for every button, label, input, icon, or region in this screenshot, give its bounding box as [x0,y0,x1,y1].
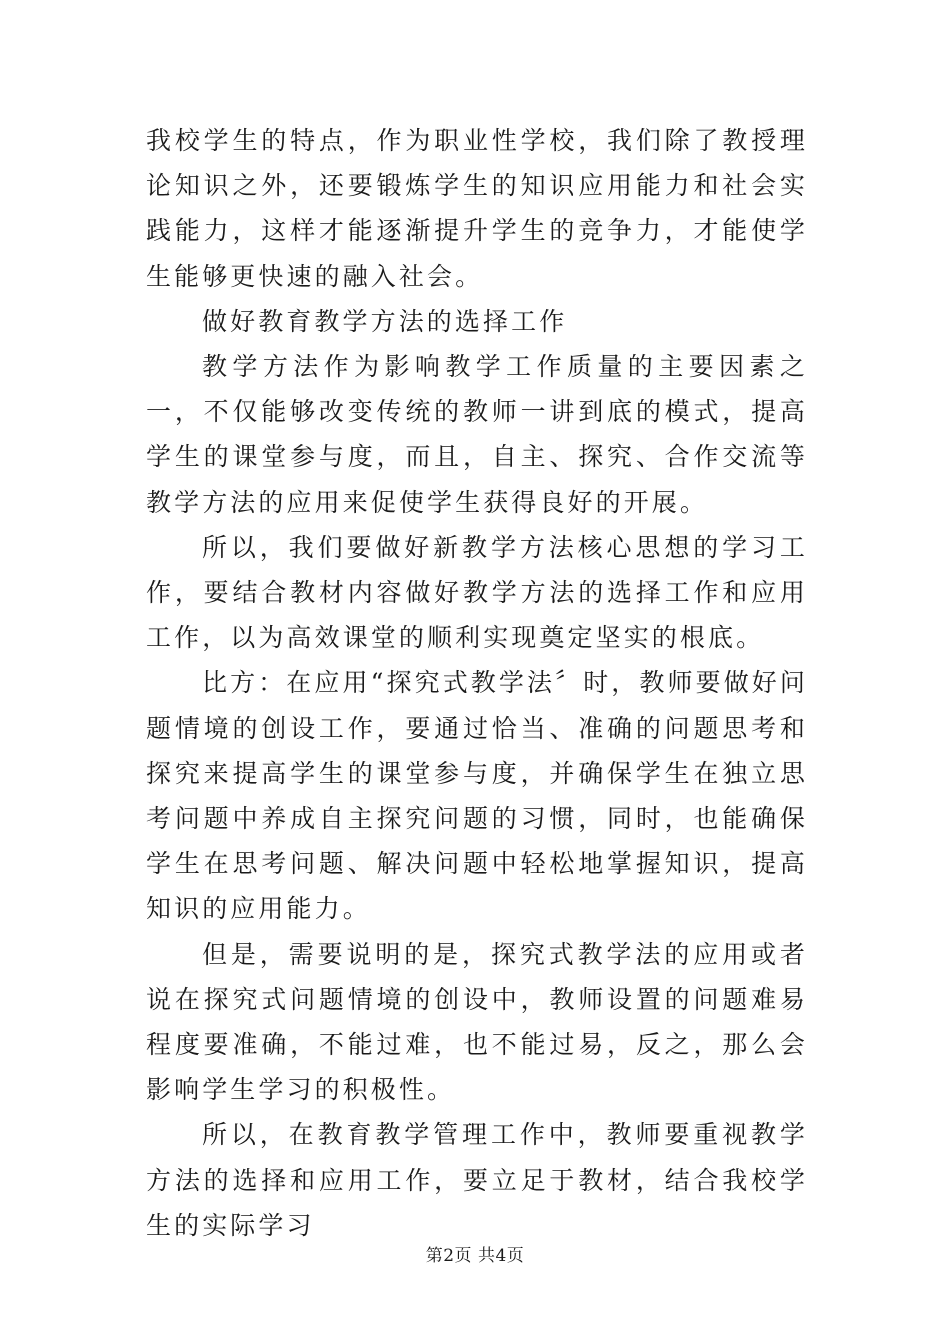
paragraph-2: 教学方法作为影响教学工作质量的主要因素之一，不仅能够改变传统的教师一讲到底的模式，提高学生的课堂参与度，而且，自主、探究、合作交流等教学方法的应用来促使学生获得良好的开展。 [146,352,808,517]
paragraph-5: 但是，需要说明的是，探究式教学法的应用或者说在探究式问题情境的创设中，教师设置的问题难易程度要准确，不能过难，也不能过易，反之，那么会影响学生学习的积极性。 [146,939,808,1105]
paragraph-3: 所以，我们要做好新教学方法核心思想的学习工作，要结合教材内容做好教学方法的选择工作和应用工作，以为高效课堂的顺利实现奠定坚实的根底。 [146,532,808,653]
paragraph-1: 我校学生的特点，作为职业性学校，我们除了教授理论知识之外，还要锻炼学生的知识应用能力和社会实践能力，这样才能逐渐提升学生的竞争力，才能使学生能够更快速的融入社会。 [146,126,808,291]
paragraph-4: 比方：在应用“探究式教学法〞时，教师要做好问题情境的创设工作，要通过恰当、准确的问题思考和探究来提高学生的课堂参与度，并确保学生在独立思考问题中养成自主探究问题的习惯，同时，也能确保学生在思考问题、解决问题中轻松地掌握知识，提高知识的应用能力。 [146,668,808,924]
page-number-footer: 第2页 共4页 [425,1246,525,1266]
document-body [146,118,808,1248]
paragraph-6: 所以，在教育教学管理工作中，教师要重视教学方法的选择和应用工作，要立足于教材，结合我校学生的实际学习 [146,1120,808,1240]
section-heading: 做好教育教学方法的选择工作 [202,306,568,336]
